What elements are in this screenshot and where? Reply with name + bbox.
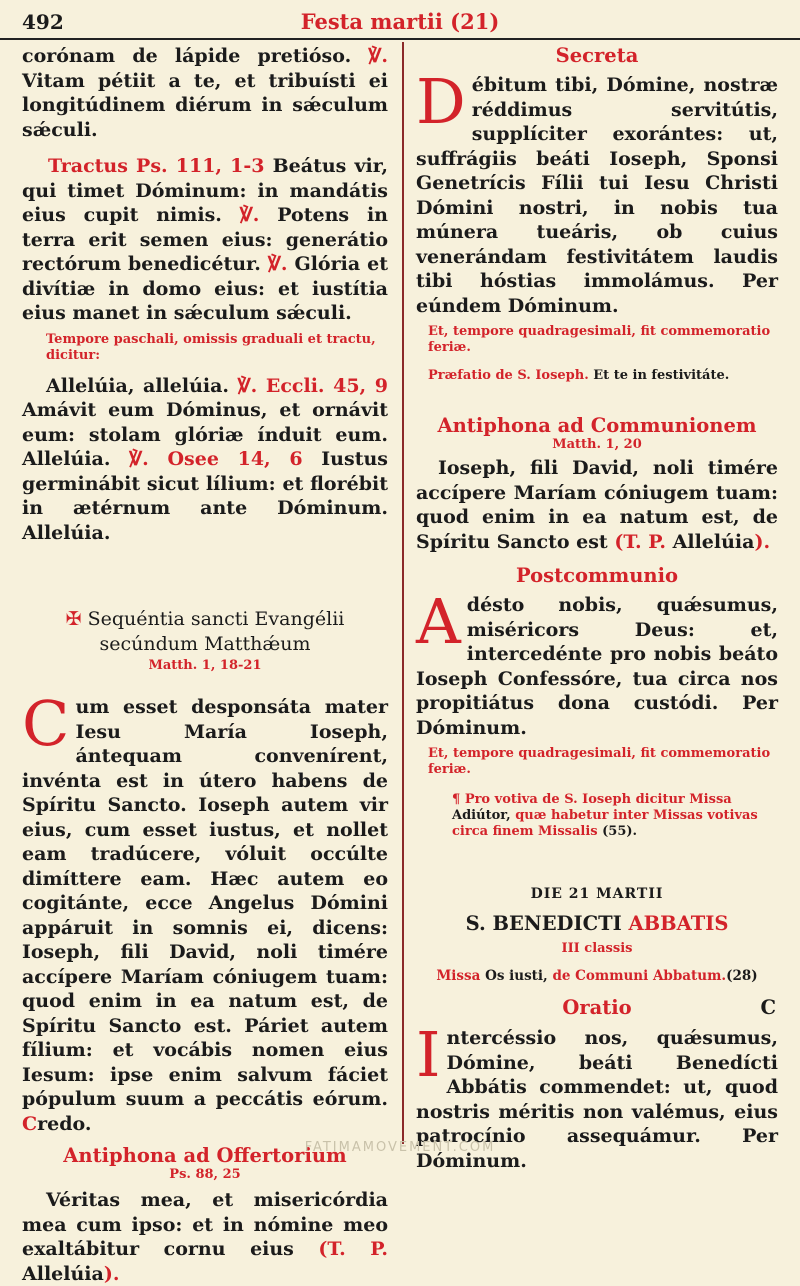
secreta-title: Secreta <box>555 44 639 67</box>
postcommunio-text: A désto nobis, quǽsumus, miséricors Deus: et, intercedénte pro nobis beáto Ioseph Confessóre, tua circa nos propitiátus dona custódi. Per Dóminum. <box>416 585 778 739</box>
running-title: Festa martii (21) <box>300 9 500 34</box>
verse-continuation: corónam de lápide pretióso. ℣. Vitam pétiit a te, et tribuísti ei longitúdinem diérum in sǽculum sǽculi. <box>22 45 388 141</box>
secreta-drop-cap: D <box>416 65 466 138</box>
feast-date: DIE 21 MARTII <box>530 886 664 902</box>
eccli-reference: Eccli. 45, 9 <box>265 374 388 397</box>
oratio-title: Oratio <box>562 996 632 1019</box>
cross-icon: ✠ <box>65 608 82 630</box>
left-column <box>22 44 388 1286</box>
page-number: 492 <box>22 10 64 34</box>
votiva-rubric: ¶ Pro votiva de S. Ioseph dicitur Missa Adiútor, quæ habetur inter Missas votivas circa finem Missalis (55). <box>452 792 758 839</box>
paschal-rubric: Tempore paschali, omissis graduali et tractu, dicitur: <box>46 331 376 363</box>
quadragesima-rubric-2: Et, tempore quadragesimali, fit commemoratio feriæ. <box>428 746 771 777</box>
oratio-drop-cap: I <box>416 1018 441 1091</box>
offertory-text: Véritas mea, et misericórdia mea cum ipso: et in nómine meo exaltábitur cornu eius (T. P. Allelúia). <box>22 1189 388 1285</box>
gospel-drop-cap: C <box>22 687 70 760</box>
communion-text: Ioseph, fili David, noli timére accípere Maríam cóniugem tuam: quod enim in ea natum est, de Spíritu Sancto est (T. P. Allelúia). <box>416 457 778 553</box>
gospel-text: C um esset desponsáta mater Iesu María Ioseph, ántequam convenírent, invénta est in útero habens de Spíritu Sancto. Ioseph autem vir eius, cum esset iustus, et nollet eam tradúcere, vóluit occúlte dimíttere eam. Hæc autem eo cogitánte, ecce Angelus Dómini appáruit in somnis ei, dicens: Ioseph, fili David, noli timére accípere Maríam cóniugem tuam: quod enim in ea natum est, de Spíritu Sancto est. Páriet autem fílium: et vocábis nomen eius Iesum: ipse enim salvum fáciet pópulum suum a peccátis eórum. Credo. <box>22 687 388 1135</box>
oratio-header <box>416 996 778 1022</box>
missa-line: Missa Os iusti, de Communi Abbatum.(28) <box>436 968 758 984</box>
gospel-reference: Matth. 1, 18-21 <box>148 658 262 673</box>
offertory-title: Antiphona ad Offertorium <box>63 1144 347 1167</box>
alleluia-block: Allelúia, allelúia. ℣. Eccli. 45, 9 Amávit eum Dóminus, et ornávit eum: stolam glóriæ índuit eum. Allelúia. ℣. Osee 14, 6 Iustus germinábit sicut lílium: et florébit in ætérnum ante Dóminum. Allelúia. <box>22 374 388 544</box>
tractus-label: Tractus Ps. 111, 1-3 <box>48 155 265 177</box>
page-header <box>0 0 800 40</box>
praefatio-line: Præfatio de S. Ioseph. Et te in festivitáte. <box>428 368 730 383</box>
secreta-text: D ébitum tibi, Dómine, nostræ réddimus servitútis, supplíciter exorántes: ut, suffrágiis beáti Ioseph, Sponsi Genetrícis Fílii tui Iesu Christi Dómini nostri, in nobis tua múnera tueáris, ob cuius venerándam festivitátem laudis tibi hóstias immolámus. Per eúndem Dóminum. <box>416 65 778 317</box>
postcommunio-drop-cap: A <box>416 585 461 658</box>
postcommunio-title: Postcommunio <box>515 564 679 587</box>
column-divider <box>402 42 404 1144</box>
quadragesima-rubric: Et, tempore quadragesimali, fit commemoratio feriæ. <box>428 324 771 355</box>
oratio-text: I ntercéssio nos, quǽsumus, Dómine, beáti Benedícti Abbátis commendet: ut, quod nostris méritis non valémus, eius patrocínio assequámur. Per Dóminum. <box>416 1018 778 1172</box>
offertory-reference: Ps. 88, 25 <box>169 1167 241 1182</box>
communion-title: Antiphona ad Communionem <box>437 414 757 437</box>
feast-title: S. BENEDICTI ABBATIS <box>465 912 729 935</box>
versicle-symbol: ℣. <box>368 45 388 67</box>
right-column <box>416 44 778 1173</box>
watermark: FATIMAMOVEMENT.COM <box>304 1140 496 1155</box>
feast-class: III classis <box>561 941 633 956</box>
tractus-block: Tractus Ps. 111, 1-3 Beátus vir, qui timet Dóminum: in mandátis eius cupit nimis. ℣. Potens in terra erit semen eius: generátio rectórum benedicétur. ℣. Glória et divítiæ in domo eius: et iustítia eius manet in sǽculum sǽculi. <box>22 155 388 324</box>
oratio-marker: C <box>760 996 776 1019</box>
gospel-title: ✠ Sequéntia sancti Evangélii secúndum Matthǽum <box>65 608 345 655</box>
communion-reference: Matth. 1, 20 <box>552 437 642 452</box>
paragraph-mark-icon: ¶ <box>452 792 461 807</box>
osee-reference: Osee 14, 6 <box>167 448 303 470</box>
